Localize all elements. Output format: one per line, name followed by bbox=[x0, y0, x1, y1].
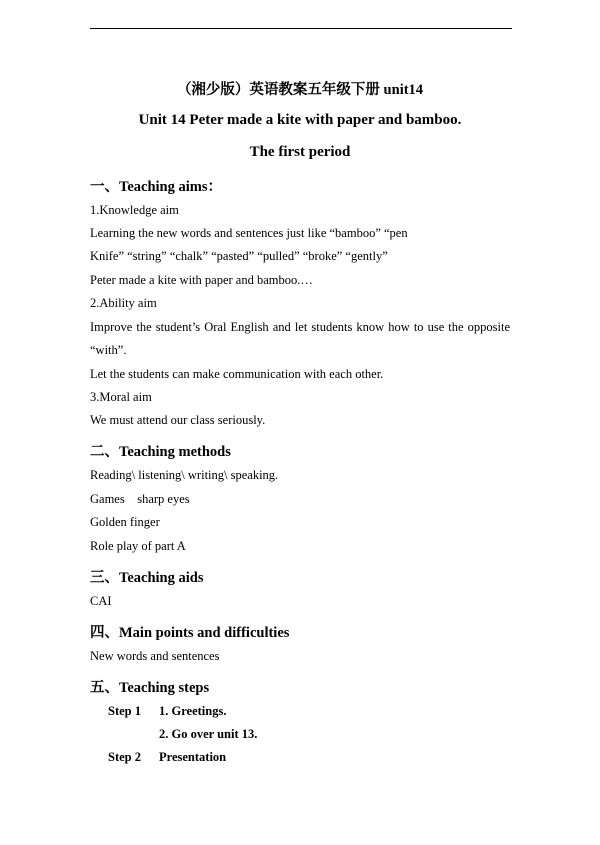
step-1-label: Step 1 bbox=[108, 704, 141, 718]
moral-aim-text-1: We must attend our class seriously. bbox=[90, 413, 266, 427]
points-text-1: New words and sentences bbox=[90, 649, 220, 663]
knowledge-aim-text-1: Learning the new words and sentences just like “bamboo” “pen bbox=[90, 226, 408, 240]
methods-text-3: Golden finger bbox=[90, 515, 160, 529]
section-heading-main-points: 四、Main points and difficulties bbox=[90, 625, 290, 641]
methods-text-4: Role play of part A bbox=[90, 539, 186, 553]
methods-text-2: Games sharp eyes bbox=[90, 492, 190, 506]
ability-aim-text-2: “with”. bbox=[90, 343, 127, 357]
knowledge-aim-label: 1.Knowledge aim bbox=[90, 203, 179, 217]
section-heading-teaching-methods: 二、Teaching methods bbox=[90, 444, 231, 460]
header-rule bbox=[90, 28, 512, 29]
document-title: （湘少版）英语教案五年级下册 unit14 bbox=[176, 82, 424, 98]
step-2-label: Step 2 bbox=[108, 750, 141, 764]
step-1-item-2: 2. Go over unit 13. bbox=[159, 727, 258, 741]
knowledge-aim-text-3: Peter made a kite with paper and bamboo.… bbox=[90, 273, 313, 287]
ability-aim-text-3: Let the students can make communication with each other. bbox=[90, 367, 384, 381]
ability-aim-label: 2.Ability aim bbox=[90, 296, 157, 310]
moral-aim-label: 3.Moral aim bbox=[90, 390, 152, 404]
section-heading-teaching-steps: 五、Teaching steps bbox=[90, 680, 210, 696]
section-heading-teaching-aims: 一、Teaching aims： bbox=[90, 179, 222, 195]
ability-aim-text-1: Improve the student’s Oral English and let students know how to use the opposite bbox=[90, 320, 510, 334]
aids-text-1: CAI bbox=[90, 594, 112, 608]
step-1-item-1: 1. Greetings. bbox=[159, 704, 227, 718]
step-2-item-1: Presentation bbox=[159, 750, 227, 764]
knowledge-aim-text-2: Knife” “string” “chalk” “pasted” “pulled” “broke” “gently” bbox=[90, 249, 388, 263]
section-heading-teaching-aids: 三、Teaching aids bbox=[90, 570, 204, 586]
methods-text-1: Reading\ listening\ writing\ speaking. bbox=[90, 468, 279, 482]
unit-title: Unit 14 Peter made a kite with paper and bamboo. bbox=[138, 112, 462, 128]
period-title: The first period bbox=[249, 144, 351, 160]
